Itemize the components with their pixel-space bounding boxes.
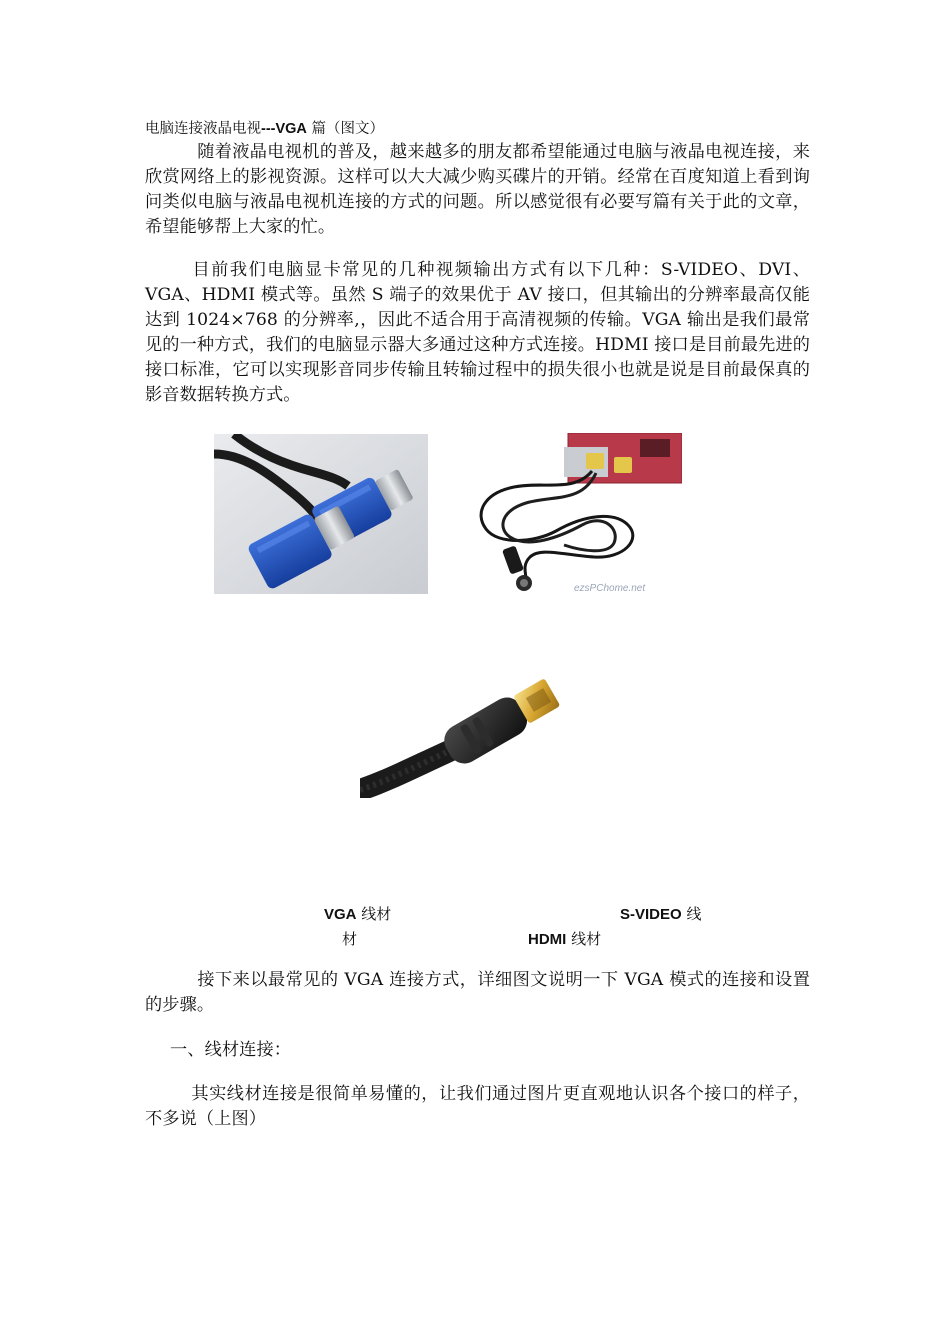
paragraph-cable-connection (145, 1082, 810, 1132)
caption-hdmi (528, 929, 601, 950)
section-heading-text: 一、线材连接： (170, 1040, 292, 1060)
paragraph-intro (145, 140, 810, 240)
caption-vga-text: 线材 (356, 905, 392, 923)
paragraph-output-modes (145, 258, 810, 408)
paragraph-vga-steps (145, 968, 810, 1018)
caption-svideo-text: 线 (681, 905, 702, 923)
paragraph-cable-connection-text: 其实线材连接是很简单易懂的，让我们通过图片更直观地认识各个接口的样子，不多说（上图） (145, 1084, 810, 1129)
caption-vga-continued (342, 929, 357, 949)
title-prefix: 电脑连接液晶电视 (145, 121, 261, 137)
paragraph-vga-steps-text: 接下来以最常见的 VGA 连接方式，详细图文说明一下 VGA 模式的连接和设置的步骤。 (145, 970, 810, 1015)
section-heading-cable-connection (145, 1038, 810, 1063)
caption-hdmi-text: 线材 (566, 930, 602, 948)
caption-vga (324, 904, 391, 925)
hdmi-cable-photo (360, 672, 574, 798)
title-suffix: 篇（图文） (306, 121, 385, 137)
caption-vga-continued-text: 材 (342, 930, 358, 948)
svideo-cable-photo (464, 433, 682, 597)
title-bold: ---VGA (261, 121, 307, 137)
caption-hdmi-bold: HDMI (528, 931, 567, 948)
paragraph-intro-text: 随着液晶电视机的普及，越来越多的朋友都希望能通过电脑与液晶电视连接，来欣赏网络上的影视资源。这样可以大大减少购买碟片的开销。经常在百度知道上看到询问类似电脑与液晶电视机连接的方式的问题。所以感觉很有必要写篇有关于此的文章，希望能够帮上大家的忙。 (145, 142, 810, 237)
caption-vga-bold: VGA (324, 906, 357, 923)
watermark-text: ezsPChome.net (574, 583, 646, 594)
vga-cable-photo (214, 434, 428, 594)
paragraph-output-modes-text: 目前我们电脑显卡常见的几种视频输出方式有以下几种：S-VIDEO、DVI、VGA、HDMI 模式等。虽然 S 端子的效果优于 AV 接口，但其输出的分辨率最高仅能达到 1024×768 的分辨率,，因此不适合用于高清视频的传输。VGA 输出是我们最常见的一种方式，我们的电脑显示器大多通过这种方式连接。HDMI 接口是目前最先进的接口标准，它可以实现影音同步传输且转输过程中的损失很小也就是说是目前最保真的影音数据转换方式。 (145, 260, 810, 405)
document-title (145, 119, 384, 139)
caption-svideo-bold: S-VIDEO (620, 906, 682, 923)
caption-svideo (620, 904, 701, 925)
